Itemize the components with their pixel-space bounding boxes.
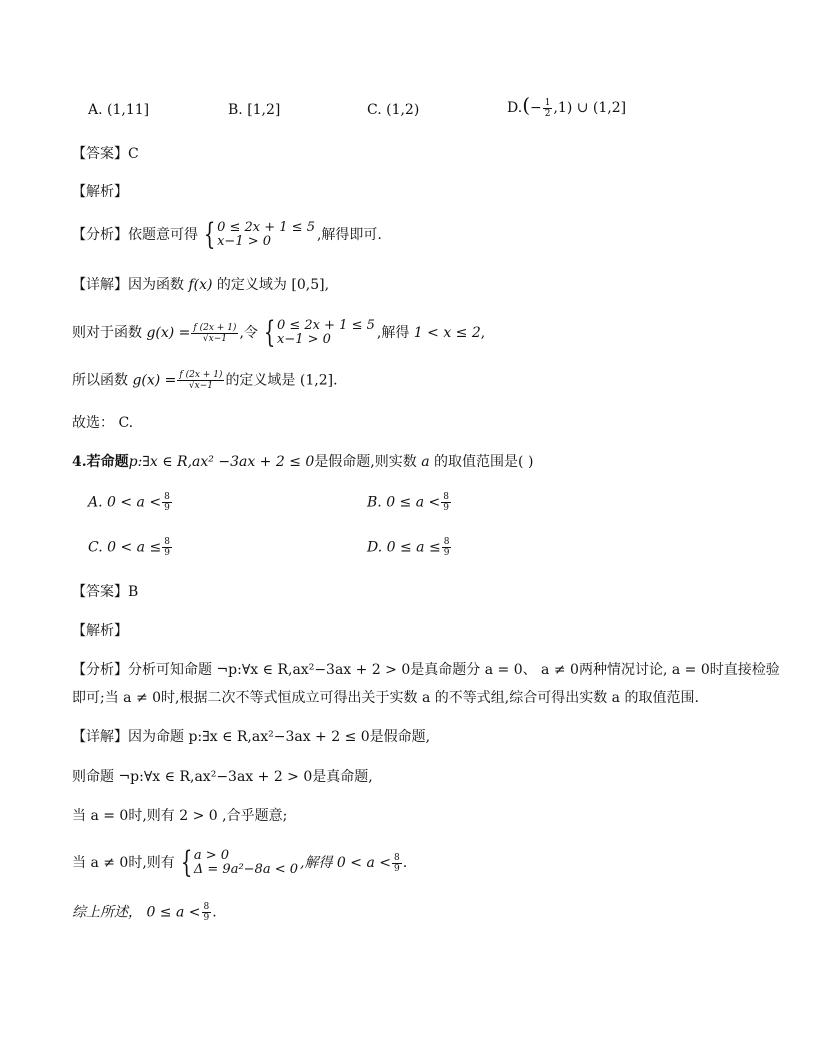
q4-question (72, 453, 533, 471)
q4-detail4-text2: ,解得 0 < a < (300, 855, 391, 871)
q4-option-b (367, 492, 452, 513)
q3-answer: 【答案】C (72, 146, 139, 162)
q4-option-a-frac-den: 9 (164, 503, 170, 513)
q3-option-d-rest: ,1) ∪ (1,2] (553, 100, 627, 116)
q4-option-c-frac-den: 9 (164, 548, 170, 558)
q4-summary-text1: 综上所述， 0 ≤ a < (72, 904, 201, 921)
q4-question-a: a (421, 454, 430, 470)
q3-option-d-frac-den: 2 (544, 108, 551, 119)
q3-detail2-frac-num: f (2x + 1) (193, 322, 237, 333)
q3-detail3-fraction (177, 370, 224, 391)
q3-option-d-paren: ( (522, 93, 530, 117)
q4-analysis-title: 【解析】 (72, 623, 128, 639)
q3-fenxi (72, 217, 382, 252)
q4-summary-fraction (202, 902, 212, 923)
q4-question-number: 4.若命题 (72, 454, 129, 470)
q3-detail2 (72, 315, 486, 350)
q4-detail4-row2: Δ = 9a²−8a < 0 (193, 862, 299, 877)
q3-option-d-frac-num: 1 (544, 97, 551, 108)
q4-summary-frac-den: 9 (203, 913, 210, 923)
q4-option-a (88, 492, 173, 513)
q3-detail2-row1: 0 ≤ 2x + 1 ≤ 5 (276, 318, 375, 333)
q3-detail3-gx: g(x) = (132, 372, 177, 389)
q4-question-text1: 是假命题,则实数 (314, 454, 417, 470)
q4-detail2: 则命题 ¬p:∀x ∈ R,ax²−3ax + 2 > 0是真命题, (72, 769, 373, 785)
q4-detail3: 当 a = 0时,则有 2 > 0 ,合乎题意; (72, 808, 288, 824)
q3-detail2-text4: , (480, 325, 486, 341)
q4-fenxi-line1: 【分析】分析可知命题 ¬p:∀x ∈ R,ax²−3ax + 2 > 0是真命题分 a = 0、 a ≠ 0两种情况讨论, a = 0时直接检验 (72, 662, 780, 678)
q3-option-d-fraction (543, 98, 553, 119)
q4-option-a-frac-num: 8 (164, 492, 170, 502)
q3-detail3-text1: 所以函数 (72, 372, 128, 389)
q4-option-c-frac-num: 8 (164, 537, 170, 547)
q3-option-b: B. [1,2] (228, 102, 281, 118)
q4-answer: 【答案】B (72, 584, 139, 600)
q3-fenxi-row2: x−1 > 0 (217, 234, 272, 249)
q4-option-d-fraction (442, 537, 452, 558)
q3-detail2-text1: 则对于函数 (72, 325, 142, 341)
q3-fenxi-row1: 0 ≤ 2x + 1 ≤ 5 (217, 220, 315, 235)
q4-detail4-system: { a > 0 Δ = 9a²−8a < 0 (180, 845, 299, 880)
q4-summary-frac-num: 8 (203, 902, 210, 912)
q3-detail2-text2: ,令 (239, 325, 258, 341)
q4-detail4-row1: a > 0 (193, 848, 230, 863)
q3-option-d-prefix: D. (507, 100, 523, 116)
q4-option-c-label: C. 0 < a ≤ (88, 539, 162, 556)
q3-option-a: A. (1,11] (88, 102, 150, 118)
q3-option-d-neg: − (530, 100, 542, 116)
q3-detail3-domain: (1,2] (299, 372, 334, 389)
q3-detail1-text1: 【详解】因为函数 (72, 277, 184, 293)
q3-detail2-fraction (191, 323, 238, 344)
q3-detail3-frac-den: √x−1 (188, 381, 213, 391)
q4-option-b-frac-den: 9 (443, 503, 449, 513)
q4-detail4-frac-num: 8 (393, 852, 400, 863)
q4-detail4-text1: 当 a ≠ 0时,则有 (72, 855, 175, 871)
q4-detail4-fraction (392, 853, 402, 874)
q4-option-a-fraction (162, 492, 172, 513)
q3-detail2-frac-den: √x−1 (202, 333, 227, 344)
q4-detail4-frac-den: 9 (393, 863, 400, 874)
q4-option-d-frac-num: 8 (443, 537, 450, 547)
q4-question-text2: 的取值范围是( ) (434, 454, 534, 470)
q3-detail2-result: 1 < x ≤ 2 (413, 325, 481, 341)
q4-option-c-fraction (162, 537, 172, 558)
q3-detail2-system: { 0 ≤ 2x + 1 ≤ 5 x−1 > 0 (263, 315, 375, 350)
q3-option-c: C. (1,2) (367, 102, 420, 118)
q4-question-expr: p:∃x ∈ R,ax² −3ax + 2 ≤ 0 (128, 454, 315, 470)
q4-summary-text2: . (212, 904, 217, 921)
q3-detail1-text3: , (324, 277, 330, 293)
q3-detail3-frac-num: f (2x + 1) (179, 370, 223, 380)
q4-summary (72, 902, 217, 923)
q3-detail1-text2: 的定义域为 (216, 277, 287, 293)
q3-detail3 (72, 370, 338, 391)
q4-detail4-text3: . (402, 855, 408, 871)
q3-detail3-text3: . (333, 372, 338, 389)
q3-choice: 故选： C. (72, 415, 134, 431)
q3-detail1-domain: [0,5] (291, 277, 325, 293)
q3-detail2-text3: ,解得 (376, 325, 410, 341)
q4-option-b-label: B. 0 ≤ a < (367, 494, 441, 511)
q4-option-b-frac-num: 8 (443, 492, 449, 502)
q4-option-c (88, 537, 173, 558)
q3-detail2-row2: x−1 > 0 (276, 332, 331, 347)
q4-fenxi-line2: 即可;当 a ≠ 0时,根据二次不等式恒成立可得出关于实数 a 的不等式组,综合可得出实数 a 的取值范围. (72, 690, 699, 706)
q3-option-d (507, 93, 627, 119)
q4-detail4 (72, 845, 408, 880)
q3-analysis-title: 【解析】 (72, 184, 128, 200)
q3-fenxi-tail: ,解得即可. (316, 227, 382, 243)
q3-detail1-fx: f(x) (188, 277, 213, 293)
q3-fenxi-system: { 0 ≤ 2x + 1 ≤ 5 x−1 > 0 (203, 217, 315, 252)
q3-fenxi-tag: 【分析】依题意可得 (72, 227, 198, 243)
q3-detail3-text2: 的定义域是 (225, 372, 296, 389)
q4-detail1: 【详解】因为命题 p:∃x ∈ R,ax²−3ax + 2 ≤ 0是假命题, (72, 729, 431, 745)
q4-option-b-fraction (441, 492, 451, 513)
q4-option-d (367, 537, 452, 558)
q4-option-d-label: D. 0 ≤ a ≤ (367, 539, 441, 556)
q4-option-a-label: A. 0 < a < (88, 494, 162, 511)
q3-detail1 (72, 276, 329, 294)
q4-option-d-frac-den: 9 (443, 548, 450, 558)
q3-detail2-gx: g(x) = (146, 325, 191, 341)
